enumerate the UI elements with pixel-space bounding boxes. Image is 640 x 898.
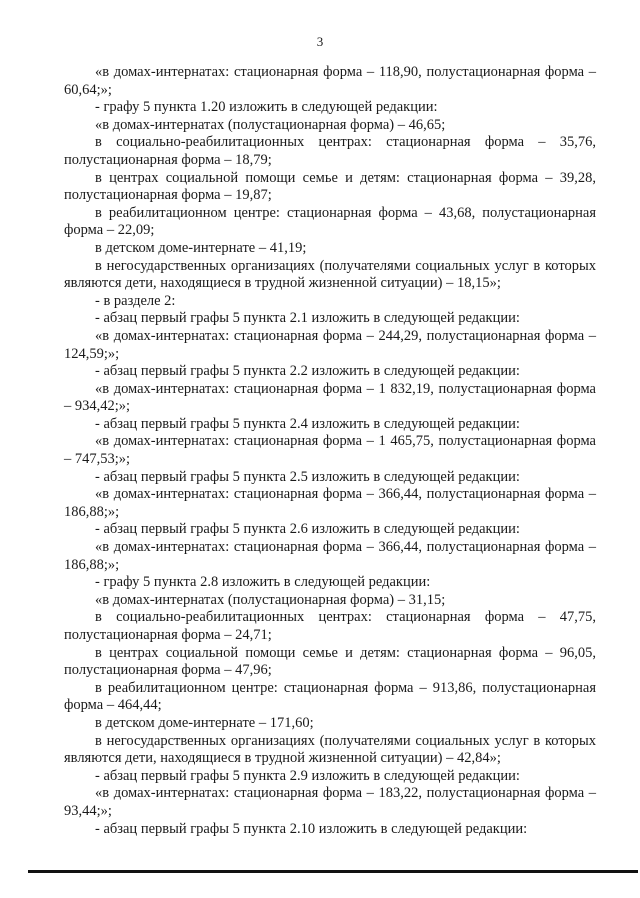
paragraph: - абзац первый графы 5 пункта 2.2 изложить в следующей редакции: <box>95 363 520 380</box>
paragraph: в негосударственных организациях (получателями социальных услуг в которых являются дети, находящиеся в трудной жизненной ситуации) – 42,84»; <box>64 732 596 767</box>
page-number: 3 <box>316 34 324 49</box>
paragraph: «в домах-интернатах: стационарная форма – 366,44, полустационарная форма – 186,88;»; <box>64 486 596 520</box>
paragraph: в негосударственных организациях (получателями социальных услуг в которых являются дети, находящиеся в трудной жизненной ситуации) – 18,15»; <box>64 257 596 292</box>
paragraph: «в домах-интернатах: стационарная форма – 118,90, полустационарная форма – 60,64;»; <box>64 64 596 98</box>
paragraph: - в разделе 2: <box>95 292 176 309</box>
paragraph: в детском доме-интернате – 171,60; <box>95 714 314 731</box>
paragraph: «в домах-интернатах (полустационарная форма) – 31,15; <box>95 591 446 608</box>
paragraph: - графу 5 пункта 2.8 изложить в следующей редакции: <box>95 574 431 591</box>
paragraph: - абзац первый графы 5 пункта 2.9 изложить в следующей редакции: <box>95 767 520 784</box>
paragraph: «в домах-интернатах: стационарная форма – 244,29, полустационарная форма – 124,59;»; <box>64 327 596 362</box>
paragraph: в социально-реабилитационных центрах: стационарная форма – 35,76, полустационарная форма – 18,79; <box>64 134 596 168</box>
paragraph: - абзац первый графы 5 пункта 2.1 изложить в следующей редакции: <box>95 310 520 327</box>
paragraph: в центрах социальной помощи семье и детям: стационарная форма – 39,28, полустационарная форма – 19,87; <box>64 169 596 204</box>
paragraph: - абзац первый графы 5 пункта 2.5 изложить в следующей редакции: <box>95 468 520 485</box>
document-body <box>64 64 596 838</box>
paragraph: в реабилитационном центре: стационарная форма – 43,68, полустационарная форма – 22,09; <box>64 204 596 239</box>
bottom-rule <box>28 870 638 873</box>
paragraph: «в домах-интернатах: стационарная форма – 183,22, полустационарная форма – 93,44;»; <box>64 785 596 819</box>
paragraph: - абзац первый графы 5 пункта 2.10 изложить в следующей редакции: <box>95 820 528 837</box>
paragraph: в реабилитационном центре: стационарная форма – 913,86, полустационарная форма – 464,44; <box>64 679 596 714</box>
paragraph: - абзац первый графы 5 пункта 2.4 изложить в следующей редакции: <box>95 415 520 432</box>
paragraph: - графу 5 пункта 1.20 изложить в следующей редакции: <box>95 99 438 116</box>
paragraph: - абзац первый графы 5 пункта 2.6 изложить в следующей редакции: <box>95 521 520 538</box>
paragraph: «в домах-интернатах: стационарная форма – 366,44, полустационарная форма – 186,88;»; <box>64 539 596 573</box>
paragraph: «в домах-интернатах: стационарная форма – 1 832,19, полустационарная форма – 934,42;»; <box>64 380 596 415</box>
paragraph: в центрах социальной помощи семье и детям: стационарная форма – 96,05, полустационарная форма – 47,96; <box>64 644 596 679</box>
paragraph: «в домах-интернатах (полустационарная форма) – 46,65; <box>95 116 446 133</box>
paragraph: в детском доме-интернате – 41,19; <box>95 239 307 256</box>
paragraph: в социально-реабилитационных центрах: стационарная форма – 47,75, полустационарная форма – 24,71; <box>64 609 596 643</box>
paragraph: «в домах-интернатах: стационарная форма – 1 465,75, полустационарная форма – 747,53;»; <box>64 433 596 468</box>
